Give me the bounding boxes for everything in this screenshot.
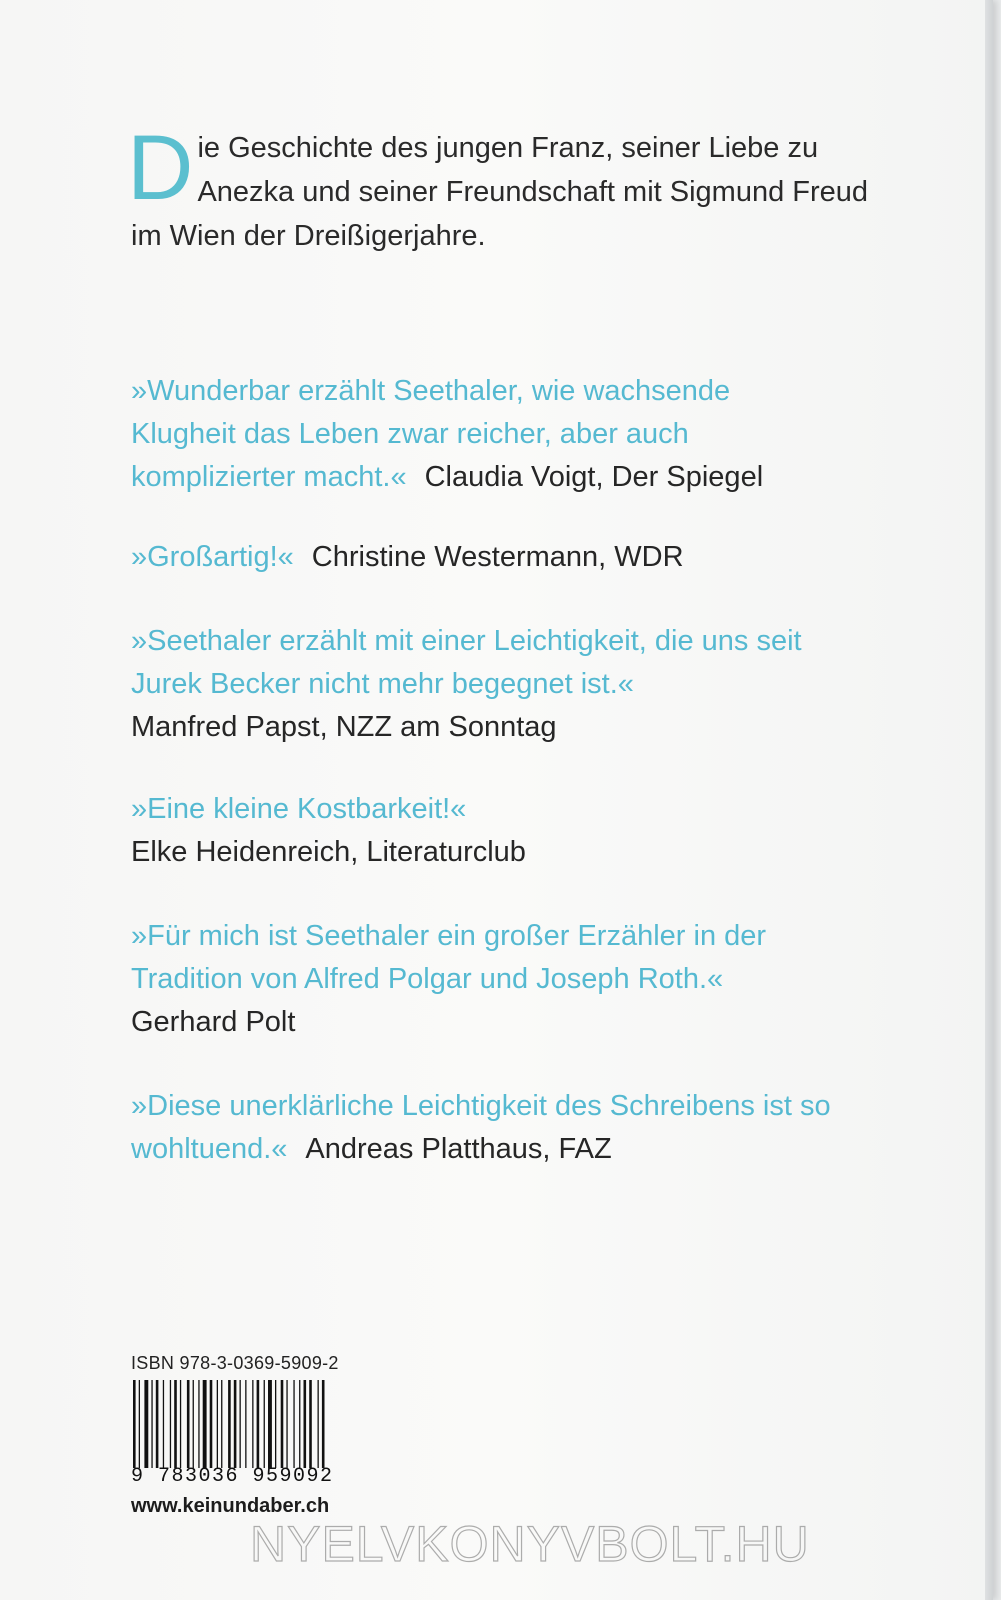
quote-source: Christine Westermann, WDR xyxy=(311,541,684,573)
review-quote xyxy=(131,1085,851,1171)
quote-text: »Für mich ist Seethaler ein großer Erzähler in der Tradition von Alfred Polgar und Joseph Roth.« xyxy=(131,920,767,995)
review-quote xyxy=(131,915,851,1044)
review-quote xyxy=(131,620,841,749)
quote-text: »Wunderbar erzählt Seethaler, wie wachsende Klugheit das Leben zwar reicher, aber auch komplizierter macht.« xyxy=(131,375,731,493)
publisher-website: www.keinundaber.ch xyxy=(131,1495,330,1517)
review-quote xyxy=(131,536,891,579)
quote-source: Gerhard Polt xyxy=(131,1006,296,1038)
quote-text: »Eine kleine Kostbarkeit!« xyxy=(131,793,467,825)
barcode-icon xyxy=(131,1380,361,1468)
blurb-text: ie Geschichte des jungen Franz, seiner Liebe zu Anezka und seiner Freundschaft mit Sigmund Freud im Wien der Dreißigerjahre. xyxy=(131,132,869,252)
quote-source: Claudia Voigt, Der Spiegel xyxy=(424,461,764,493)
isbn-label: ISBN 978-3-0369-5909-2 xyxy=(131,1353,339,1373)
watermark: NYELVKONYVBOLT.HU xyxy=(250,1516,810,1572)
drop-cap: D xyxy=(127,117,194,219)
quote-text: »Großartig!« xyxy=(131,541,294,573)
cover-edge xyxy=(985,0,993,1600)
quote-text: »Seethaler erzählt mit einer Leichtigkeit, die uns seit Jurek Becker nicht mehr begegnet ist.« xyxy=(131,625,802,700)
quote-source: Elke Heidenreich, Literaturclub xyxy=(131,836,526,868)
blurb-paragraph xyxy=(127,117,891,258)
quote-text: »Diese unerklärliche Leichtigkeit des Schreibens ist so wohltuend.« xyxy=(131,1090,831,1165)
review-quote xyxy=(131,370,831,499)
review-quote xyxy=(131,788,891,874)
quote-source: Andreas Platthaus, FAZ xyxy=(305,1133,612,1165)
barcode-digits: 9 783036 959092 xyxy=(131,1465,334,1488)
quote-source: Manfred Papst, NZZ am Sonntag xyxy=(131,711,557,743)
